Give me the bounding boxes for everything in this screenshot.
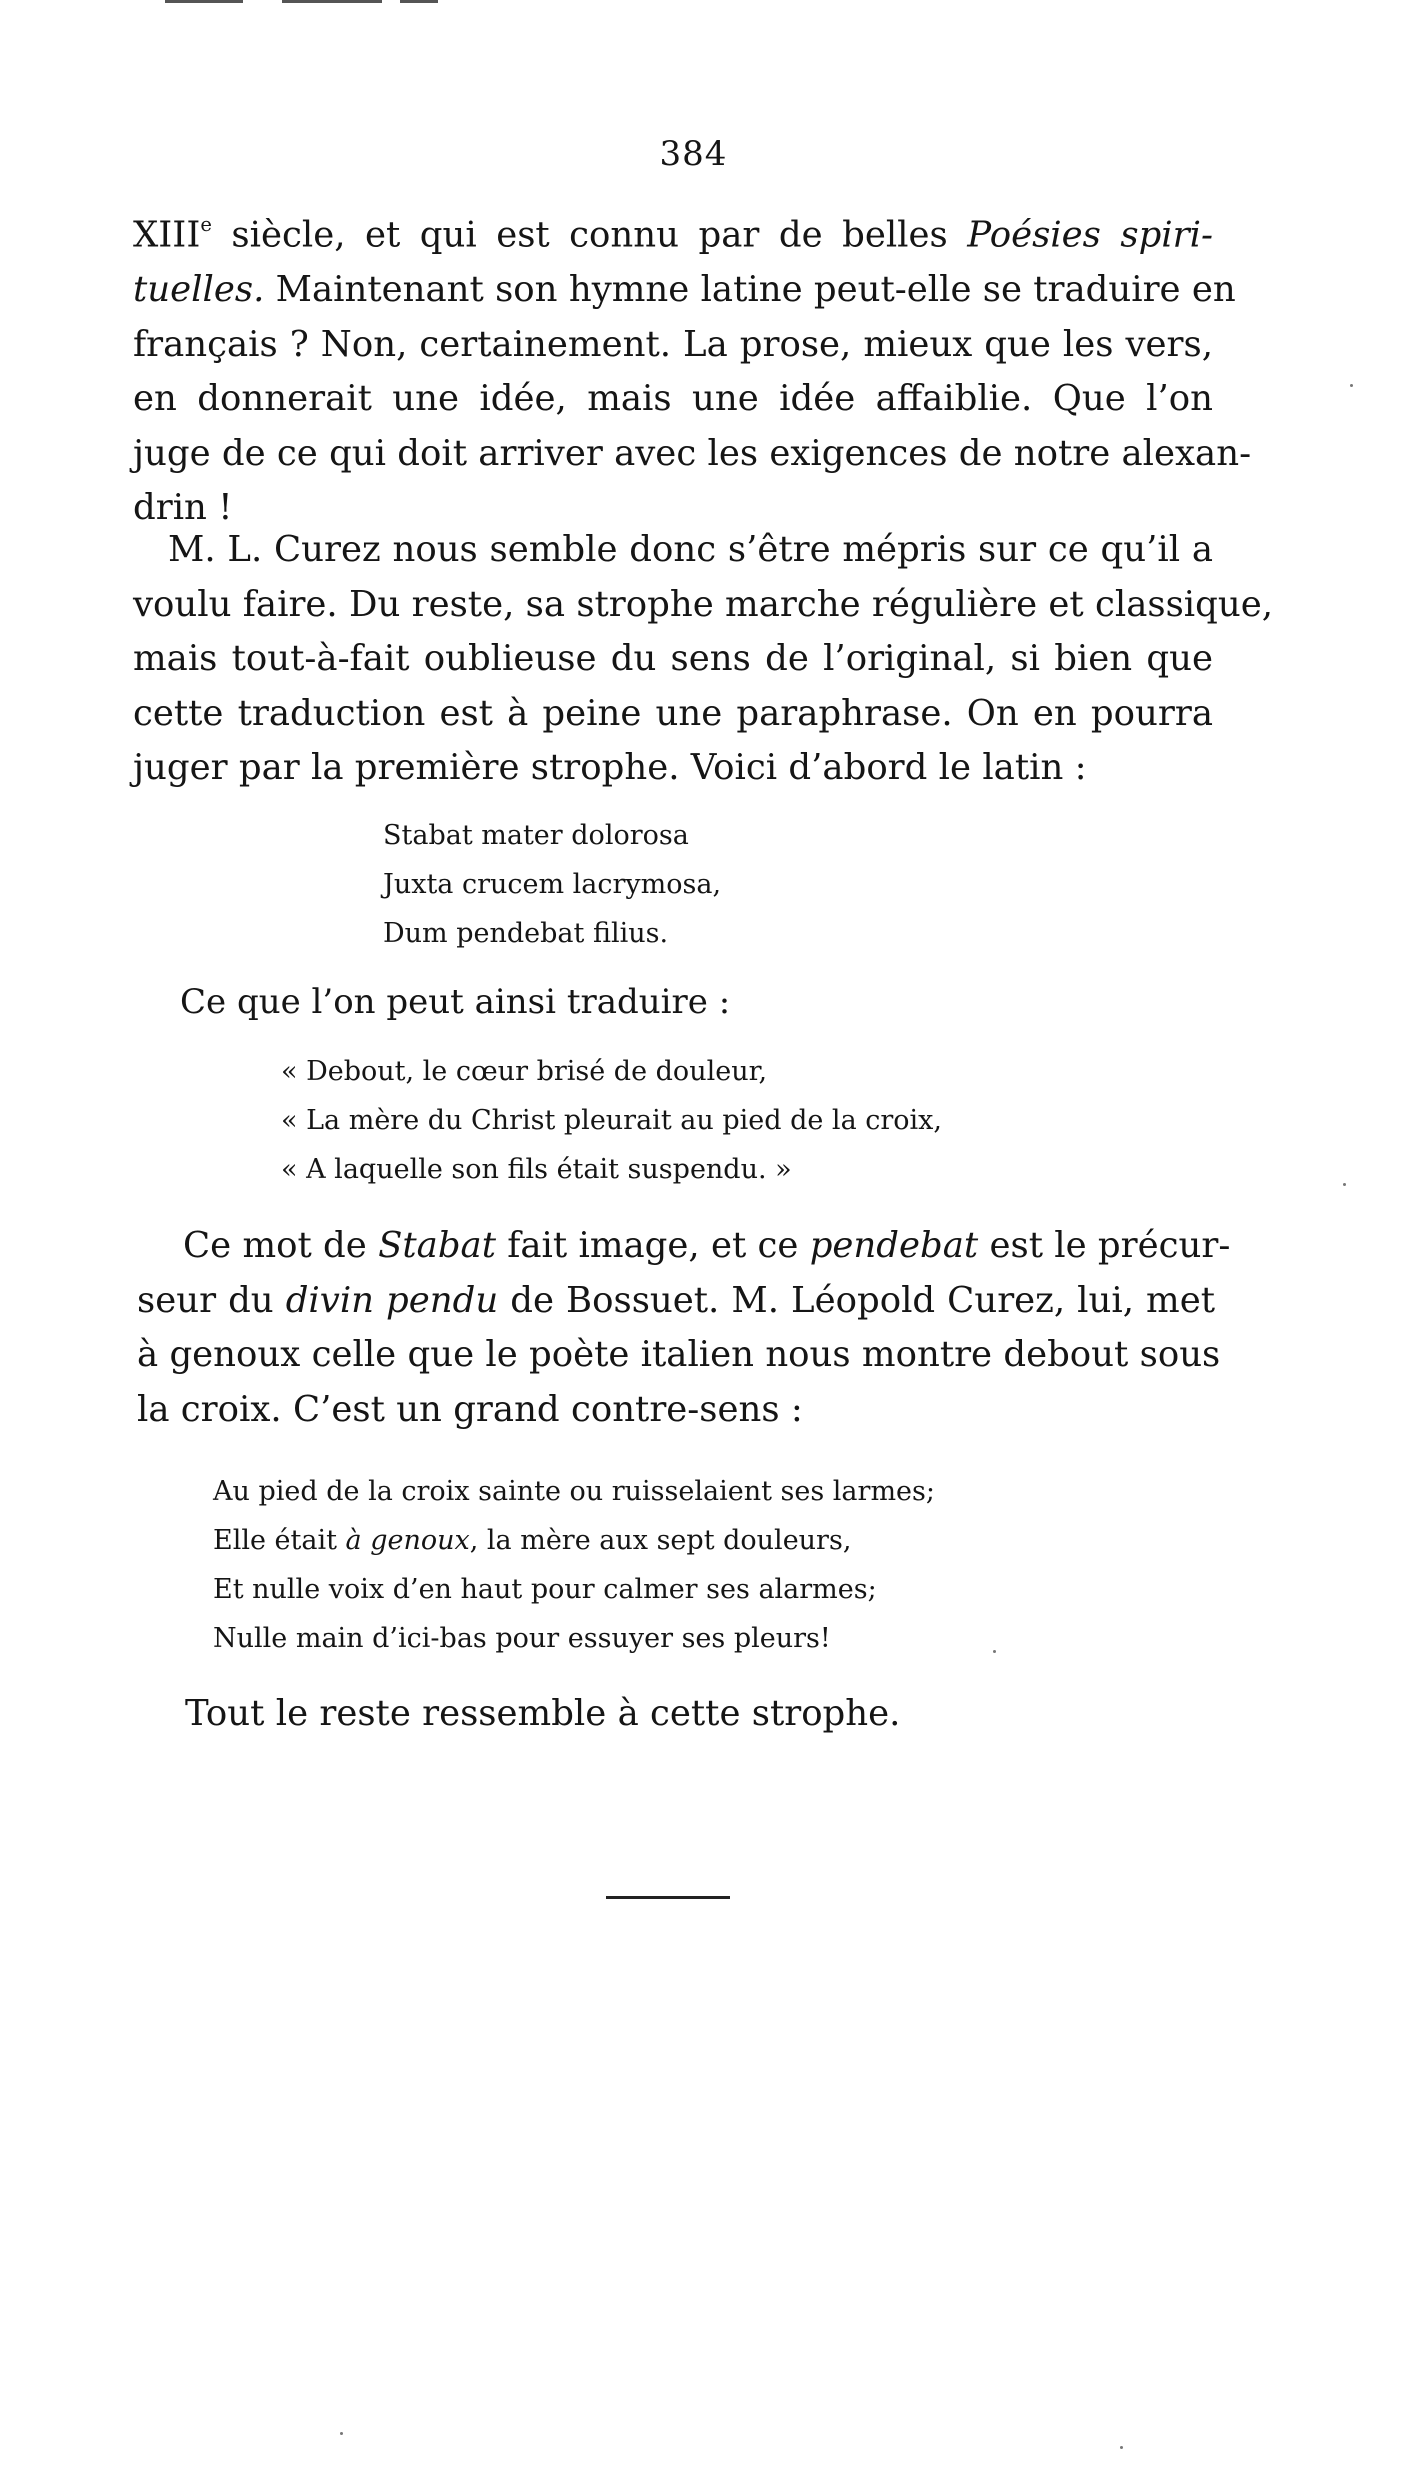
paper-speck bbox=[1120, 2446, 1123, 2449]
latin-verse-line-1: Stabat mater dolorosa bbox=[383, 820, 689, 851]
french-verse-line-4: Nulle main d’ici-bas pour essuyer ses pleurs! bbox=[213, 1623, 831, 1654]
paragraph-1-line-4: en donnerait une idée, mais une idée affaiblie. Que l’on bbox=[133, 378, 1213, 420]
top-rule-left bbox=[165, 0, 243, 3]
latin-verse-line-3: Dum pendebat filius. bbox=[383, 918, 669, 949]
paragraph-2-line-4: cette traduction est à peine une paraphrase. On en pourra bbox=[133, 692, 1213, 734]
french-verse bbox=[213, 1467, 935, 1663]
paragraph-1-line-1: XIIIe siècle, et qui est connu par de belles Poésies spiri- bbox=[133, 213, 1213, 256]
end-ornament-rule bbox=[606, 1896, 730, 1899]
paragraph-2-line-5: juger par la première strophe. Voici d’abord le latin : bbox=[133, 747, 1087, 788]
french-verse-line-2: Elle était à genoux, la mère aux sept douleurs, bbox=[213, 1525, 852, 1556]
paragraph-2 bbox=[133, 523, 1274, 796]
paragraph-1-line-6: drin ! bbox=[133, 487, 233, 529]
translation-verse bbox=[281, 1047, 942, 1194]
translation-verse-line-1: « Debout, le cœur brisé de douleur, bbox=[281, 1056, 768, 1087]
paragraph-1 bbox=[133, 198, 1252, 536]
translation-verse-line-3: « A laquelle son fils était suspendu. » bbox=[281, 1154, 792, 1185]
french-verse-line-1: Au pied de la croix sainte ou ruisselaient ses larmes; bbox=[213, 1476, 935, 1507]
translation-verse-line-2: « La mère du Christ pleurait au pied de la croix, bbox=[281, 1105, 942, 1136]
page-number: 384 bbox=[659, 134, 728, 174]
paragraph-3-line-2: seur du divin pendu de Bossuet. M. Léopold Curez, lui, met bbox=[137, 1279, 1215, 1321]
paragraph-1-line-5: juge de ce qui doit arriver avec les exigences de notre alexan- bbox=[133, 432, 1252, 474]
paragraph-1-line-2: tuelles. Maintenant son hymne latine peut-elle se traduire en bbox=[133, 269, 1236, 311]
paper-speck bbox=[1350, 384, 1353, 387]
paragraph-1-line-3: français ? Non, certainement. La prose, mieux que les vers, bbox=[133, 323, 1213, 365]
translation-intro: Ce que l’on peut ainsi traduire : bbox=[180, 982, 731, 1022]
paragraph-2-line-1: M. L. Curez nous semble donc s’être mépris sur ce qu’il a bbox=[168, 529, 1213, 570]
paragraph-3 bbox=[137, 1219, 1231, 1437]
top-rule-right bbox=[400, 0, 438, 3]
latin-verse bbox=[383, 811, 721, 958]
paragraph-2-line-3: mais tout-à-fait oublieuse du sens de l’original, si bien que bbox=[133, 638, 1213, 679]
french-verse-line-3: Et nulle voix d’en haut pour calmer ses alarmes; bbox=[213, 1574, 877, 1605]
paper-speck bbox=[1343, 1183, 1346, 1186]
top-rule-middle bbox=[282, 0, 382, 3]
paragraph-3-line-3: à genoux celle que le poète italien nous montre debout sous bbox=[137, 1334, 1221, 1375]
paragraph-2-line-2: voulu faire. Du reste, sa strophe marche régulière et classique, bbox=[133, 583, 1274, 625]
paragraph-3-line-1: Ce mot de Stabat fait image, et ce pendebat est le précur- bbox=[183, 1225, 1231, 1266]
paper-speck bbox=[340, 2432, 343, 2435]
paragraph-3-line-4: la croix. C’est un grand contre-sens : bbox=[137, 1388, 803, 1430]
latin-verse-line-2: Juxta crucem lacrymosa, bbox=[383, 869, 722, 900]
paper-speck bbox=[993, 1650, 996, 1653]
closing-line: Tout le reste ressemble à cette strophe. bbox=[185, 1693, 901, 1734]
